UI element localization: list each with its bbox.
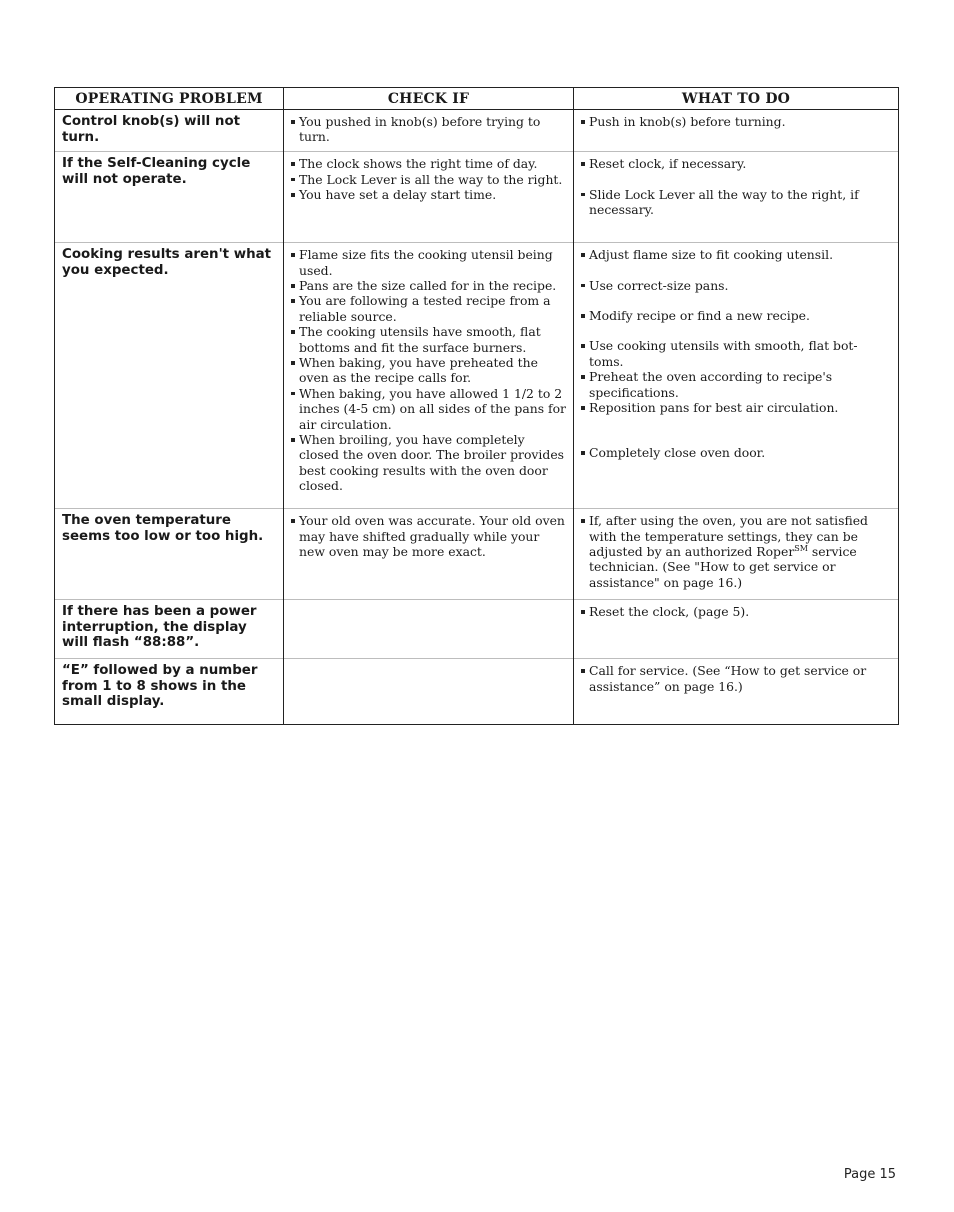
list-item: Your old oven was accurate. Your old oven may have shifted gradually while your new oven may be more exact. xyxy=(290,513,567,559)
todo-cell xyxy=(574,152,899,243)
table-row xyxy=(55,243,899,509)
todo-cell xyxy=(574,600,899,659)
table-header-row xyxy=(55,88,899,110)
header-check-if: CHECK IF xyxy=(284,88,574,110)
list-item: When baking, you have preheated the oven as the recipe calls for. xyxy=(290,355,567,386)
problem-cell: If there has been a power interruption, the display will flash “88:88”. xyxy=(55,600,284,659)
problem-cell: The oven temperature seems too low or too high. xyxy=(55,509,284,600)
table-row xyxy=(55,659,899,725)
list-item: You are following a tested recipe from a reliable source. xyxy=(290,293,567,324)
list-item: Flame size fits the cooking utensil being used. xyxy=(290,247,567,278)
check-cell xyxy=(284,243,574,509)
problem-cell: Control knob(s) will not turn. xyxy=(55,110,284,152)
todo-list xyxy=(580,114,892,129)
check-list xyxy=(290,247,567,494)
todo-cell xyxy=(574,110,899,152)
todo-list xyxy=(580,513,892,590)
table-row xyxy=(55,152,899,243)
list-item: Reset the clock, (page 5). xyxy=(580,604,892,619)
list-item: Reposition pans for best air circulation. xyxy=(580,400,892,415)
page-number: Page 15 xyxy=(843,1167,896,1182)
check-cell-empty xyxy=(284,659,574,725)
list-item: Push in knob(s) before turning. xyxy=(580,114,892,129)
header-operating-problem: OPERATING PROBLEM xyxy=(55,88,284,110)
list-item: Use correct-size pans. xyxy=(580,278,892,293)
todo-list xyxy=(580,156,892,217)
troubleshooting-table xyxy=(54,87,899,725)
list-item: Pans are the size called for in the recipe. xyxy=(290,278,567,293)
list-item: When broiling, you have completely closed the oven door. The broiler provides best cooking results with the oven door closed. xyxy=(290,432,567,494)
check-cell xyxy=(284,110,574,152)
problem-cell: Cooking results aren't what you expected. xyxy=(55,243,284,509)
list-item: When baking, you have allowed 1 1/2 to 2 inches (4-5 cm) on all sides of the pans for air circulation. xyxy=(290,386,567,432)
list-item: Modify recipe or find a new recipe. xyxy=(580,308,892,323)
list-item: Slide Lock Lever all the way to the right, if necessary. xyxy=(580,187,892,218)
list-item: You pushed in knob(s) before trying to turn. xyxy=(290,114,567,145)
list-item: The Lock Lever is all the way to the right. xyxy=(290,172,567,187)
troubleshooting-table-wrapper xyxy=(54,87,898,725)
check-list xyxy=(290,156,567,202)
todo-list xyxy=(580,604,892,619)
todo-cell xyxy=(574,659,899,725)
list-item: Adjust flame size to fit cooking utensil. xyxy=(580,247,892,262)
todo-list xyxy=(580,663,892,694)
todo-text-pre: If, after using the oven, you are not satisfied with the temperature settings, they can be adjusted by an authorized Roper xyxy=(589,513,868,559)
list-item: Completely close oven door. xyxy=(580,445,892,460)
todo-cell xyxy=(574,243,899,509)
service-mark: SM xyxy=(794,543,808,553)
check-list xyxy=(290,114,567,145)
todo-text-post: service technician. (See "How to get service or assistance" on page 16.) xyxy=(589,544,857,590)
table-row xyxy=(55,110,899,152)
list-item: Use cooking utensils with smooth, flat bot-toms. xyxy=(580,338,892,369)
list-item: You have set a delay start time. xyxy=(290,187,567,202)
check-cell-empty xyxy=(284,600,574,659)
problem-cell: If the Self-Cleaning cycle will not operate. xyxy=(55,152,284,243)
check-cell xyxy=(284,152,574,243)
list-item xyxy=(580,513,892,590)
check-list xyxy=(290,513,567,559)
check-cell xyxy=(284,509,574,600)
todo-list xyxy=(580,247,892,461)
table-row xyxy=(55,509,899,600)
list-item: Call for service. (See “How to get service or assistance” on page 16.) xyxy=(580,663,892,694)
list-item: The cooking utensils have smooth, flat bottoms and fit the surface burners. xyxy=(290,324,567,355)
table-row xyxy=(55,600,899,659)
list-item: The clock shows the right time of day. xyxy=(290,156,567,171)
list-item: Reset clock, if necessary. xyxy=(580,156,892,171)
header-what-to-do: WHAT TO DO xyxy=(574,88,899,110)
problem-cell: “E” followed by a number from 1 to 8 shows in the small display. xyxy=(55,659,284,725)
list-item: Preheat the oven according to recipe's specifications. xyxy=(580,369,892,400)
todo-cell xyxy=(574,509,899,600)
